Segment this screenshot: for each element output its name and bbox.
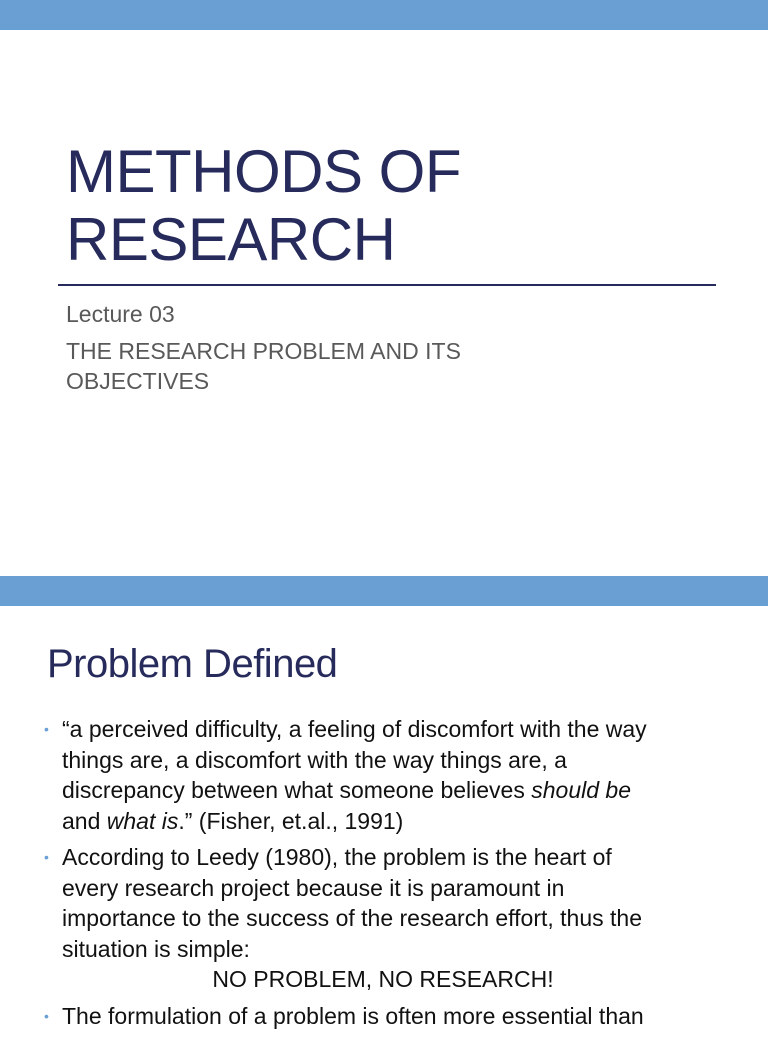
emphasis-line: NO PROBLEM, NO RESEARCH! (212, 966, 554, 992)
slide1-subtitle (66, 336, 666, 396)
bullet-item-leedy (44, 842, 744, 995)
bullet-line (62, 775, 744, 806)
bullet-text (62, 714, 744, 836)
subtitle-line-2: OBJECTIVES (66, 368, 210, 394)
bullet-text (62, 842, 744, 995)
bullet-text (62, 1001, 744, 1032)
italic-what-is: what is (106, 807, 179, 834)
lecture-number: Lecture 03 (66, 301, 175, 327)
bullet-line: “a perceived difficulty, a feeling of discomfort with the way (62, 716, 647, 742)
bullet-list (44, 714, 744, 1037)
bullet-marker: • (44, 721, 49, 737)
bullet-item-formulation (44, 1001, 744, 1032)
bullet-line (62, 806, 744, 837)
slide1-title (66, 138, 706, 274)
bullet-line: importance to the success of the research effort, thus the (62, 905, 642, 931)
italic-should-be: should be (531, 777, 631, 803)
title-divider (58, 284, 716, 286)
slide2-title: Problem Defined (47, 642, 338, 686)
bullet-line-text: and (62, 807, 107, 834)
bullet-item-definition (44, 714, 744, 836)
bullet-line: every research project because it is paramount in (62, 874, 565, 901)
bullet-marker: • (44, 849, 49, 865)
citation-fisher: .” (Fisher, et.al., 1991) (178, 807, 404, 834)
subtitle-line-1: THE RESEARCH PROBLEM AND ITS (66, 338, 461, 364)
bullet-line: According to Leedy (1980), the problem is the heart of (62, 844, 612, 870)
bullet-line-text: discrepancy between what someone believes (62, 777, 532, 803)
slide1-title-line-2: RESEARCH (66, 206, 396, 273)
top-accent-band (0, 0, 768, 30)
bullet-line: things are, a discomfort with the way things are, a (62, 746, 567, 773)
bullet-marker: • (44, 1007, 49, 1024)
slide1-title-line-1: METHODS OF (66, 138, 461, 205)
bullet-line: The formulation of a problem is often more essential than (62, 1002, 644, 1029)
bullet-line: situation is simple: (62, 935, 250, 962)
slide-separator-band (0, 576, 768, 606)
